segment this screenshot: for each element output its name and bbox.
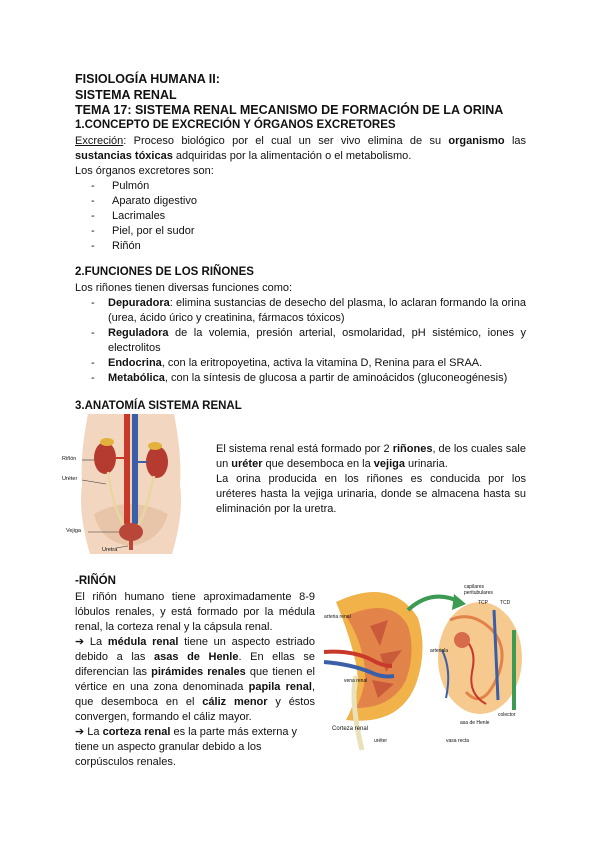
organs-intro: Los órganos excretores son:	[75, 165, 214, 177]
list-item: - Piel, por el sudor	[75, 224, 475, 239]
arteriole-label: arteriola	[430, 648, 449, 654]
document-header	[75, 72, 535, 119]
excretion-definition: Excreción: Proceso biológico por el cual un ser vivo elimina de su organismo las sustancias tóxicas adquiridas por la alimentación o el metabolismo.	[75, 135, 527, 162]
zoom-arrow	[408, 597, 460, 610]
lesson-title: TEMA 17: SISTEMA RENAL MECANISMO DE FORMACIÓN DE LA ORINA	[75, 103, 504, 117]
list-item: - Riñón	[75, 239, 475, 254]
renal-artery-label: arteria renal	[324, 614, 351, 620]
aorta	[124, 414, 130, 524]
left-kidney	[94, 442, 116, 474]
glomerulus	[454, 632, 470, 648]
paragraph: La orina producida en los riñones es conducida por los uréteres hasta la vejiga urinaria, donde se almacena hasta su eliminación por la uretra.	[216, 473, 526, 515]
arrow-icon: ➔	[75, 726, 85, 738]
henle-label: asa de Henle	[460, 720, 490, 726]
collector-label: colector	[498, 712, 516, 718]
list-item: - Reguladora de la volemia, presión arterial, osmolaridad, pH sistémico, iones y electrolitos	[91, 327, 526, 354]
list-item: - Aparato digestivo	[75, 194, 475, 209]
dct-label: TCD	[500, 600, 511, 606]
paragraph: El sistema renal está formado por 2 riñones, de los cuales sale un uréter que desemboca en la vejiga urinaria.	[216, 443, 526, 470]
list-item: - Endocrina, con la eritropoyetina, activa la vitamina D, Renina para el SRAA.	[91, 357, 483, 369]
list-item: - Pulmón	[75, 179, 475, 194]
list-item: - Metabólica, con la síntesis de glucosa a partir de aminoácidos (gluconeogénesis)	[91, 372, 508, 384]
kidney-nephron-figure	[322, 580, 532, 756]
right-kidney	[146, 446, 168, 478]
section-2-heading: 2.FUNCIONES DE LOS RIÑONES	[75, 266, 254, 278]
organs-list	[75, 179, 475, 254]
urinary-system-figure	[60, 414, 200, 556]
renal-vein-label: vena renal	[344, 678, 368, 684]
kidney-heading: -RIÑÓN	[75, 575, 116, 587]
ureter-label: uréter	[374, 738, 388, 744]
kidney-label: Riñón	[62, 456, 77, 462]
section-3-heading: 3.ANATOMÍA SISTEMA RENAL	[75, 400, 242, 412]
urethra	[129, 540, 133, 550]
vena-cava	[132, 414, 138, 524]
excretion-term: Excreción	[75, 135, 124, 147]
renal-cortex-label: Corteza renal	[332, 726, 369, 732]
kidney-text	[75, 590, 315, 770]
list-item: - Depuradora: elimina sustancias de desecho del plasma, lo aclaran formando la orina (urea, ácido úrico y creatinina, fármacos tóxicos)	[91, 297, 526, 324]
urinary-system-illustration	[60, 414, 200, 556]
paragraph: ➔ La corteza renal es la parte más externa y tiene un aspecto granular debido a los corpúsculos renales.	[75, 726, 298, 768]
bladder-label: Vejiga	[66, 528, 81, 534]
arrow-icon: ➔	[75, 636, 85, 648]
paragraph: El riñón humano tiene aproximadamente 8-9 lóbulos renales, y está formado por la médula renal, la corteza renal y la cápsula renal.	[75, 591, 315, 633]
functions-list	[75, 296, 526, 386]
vasa-recta-label: vasa recta	[446, 738, 470, 744]
pct-label: TCP	[478, 600, 488, 606]
topic-title: SISTEMA RENAL	[75, 87, 177, 102]
urethra-label: Uretra	[102, 547, 118, 553]
section-1-heading: 1.CONCEPTO DE EXCRECIÓN Y ÓRGANOS EXCRETORES	[75, 119, 396, 131]
capillaries-label: capilares peritubulares	[464, 584, 493, 596]
ureter-label: Uréter	[62, 476, 78, 482]
bladder	[119, 523, 143, 541]
paragraph: ➔ La médula renal tiene un aspecto estriado debido a las asas de Henle. En ellas se diferencian las pirámides renales que tienen el vértice en una zona denominada papila renal, que desemboca en el cáliz menor y éstos convergen, formando el cáliz mayor.	[75, 636, 315, 723]
list-item: - Lacrimales	[75, 209, 475, 224]
subject-title: FISIOLOGÍA HUMANA II:	[75, 72, 220, 86]
functions-intro: Los riñones tienen diversas funciones como:	[75, 282, 293, 294]
urinary-system-text	[216, 442, 526, 517]
